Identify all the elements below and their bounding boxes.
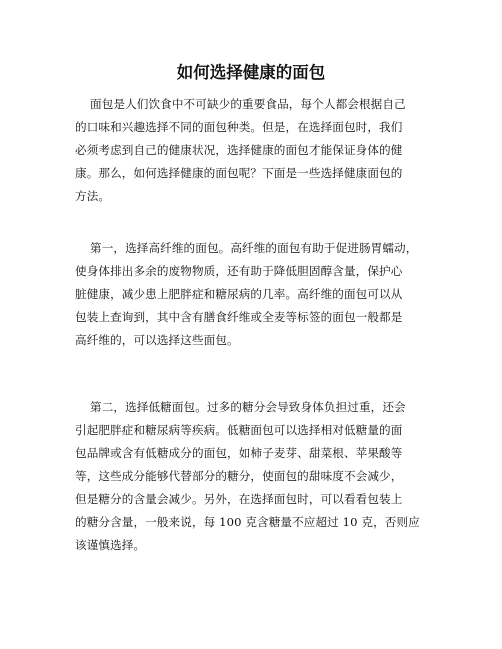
document-title: 如何选择健康的面包: [176, 63, 326, 82]
paragraph-line: 面包是人们饮食中不可缺少的重要食品，每个人都会根据自己: [90, 97, 406, 111]
paragraph-line: 必须考虑到自己的健康状况，选择健康的面包才能保证身体的健: [75, 143, 403, 157]
paragraph-line: 包装上查询到，其中含有膳食纤维或全麦等标签的面包一般都是: [75, 310, 403, 324]
paragraph-line: 使身体排出多余的废物物质，还有助于降低胆固醇含量，保护心: [75, 264, 403, 278]
paragraph-line: 等，这些成分能够代替部分的糖分，使面包的甜味度不会减少，: [75, 469, 403, 483]
paragraph-line: 高纤维的，可以选择这些面包。: [75, 333, 239, 347]
paragraph-line: 该谨慎选择。: [75, 538, 146, 552]
paragraph-line: 但是糖分的含量会减少。另外，在选择面包时，可以看看包装上: [75, 492, 403, 506]
paragraph-line: 第一，选择高纤维的面包。高纤维的面包有助于促进肠胃蠕动，: [90, 241, 418, 255]
paragraph-line: 包品牌或含有低糖成分的面包，如柿子麦芽、甜菜根、苹果酸等: [75, 446, 403, 460]
paragraph-line: 第二，选择低糖面包。过多的糖分会导致身体负担过重，还会: [90, 400, 406, 414]
paragraph-line: 的口味和兴趣选择不同的面包种类。但是，在选择面包时，我们: [75, 120, 403, 134]
paragraph-line: 引起肥胖症和糖尿病等疾病。低糖面包可以选择相对低糖量的面: [75, 423, 403, 437]
paragraph-line: 康。那么，如何选择健康的面包呢？下面是一些选择健康面包的: [75, 166, 403, 180]
paragraph-line: 脏健康，减少患上肥胖症和糖尿病的几率。高纤维的面包可以从: [75, 287, 403, 301]
paragraph-line: 方法。: [75, 189, 111, 203]
paragraph-line: 的糖分含量，一般来说，每 100 克含糖量不应超过 10 克，否则应: [75, 515, 420, 529]
